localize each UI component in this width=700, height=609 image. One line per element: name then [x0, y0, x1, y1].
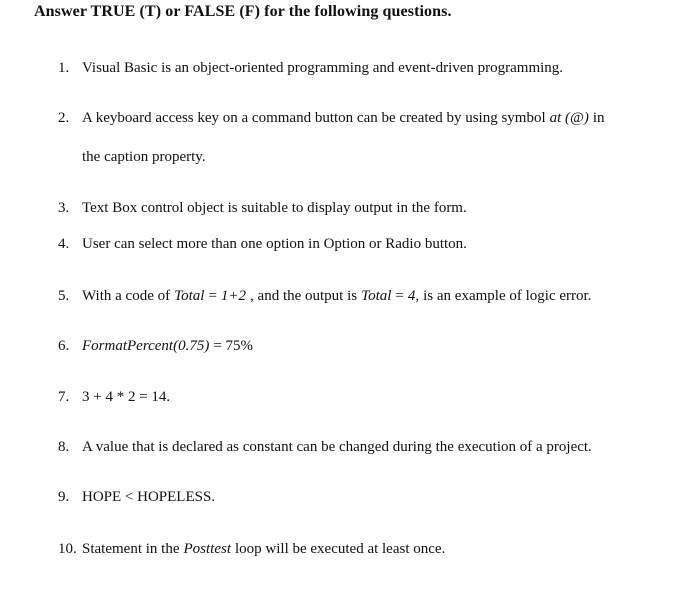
question-text: A value that is declared as constant can be changed during the execution of a project. — [82, 439, 592, 455]
question-7 — [58, 387, 170, 407]
question-number: 8. — [58, 439, 70, 455]
question-text: Visual Basic is an object-oriented programming and event-driven programming. — [82, 60, 564, 76]
at-symbol-text: at (@) — [549, 110, 589, 126]
question-number: 3. — [58, 200, 70, 216]
question-8 — [58, 437, 592, 457]
question-number: 4. — [58, 236, 70, 252]
question-9 — [58, 487, 215, 507]
question-text: User can select more than one option in Option or Radio button. — [82, 236, 467, 252]
question-text: With a code of — [82, 288, 171, 304]
code-total: Total — [361, 288, 392, 304]
question-text-end: is an example of logic error. — [423, 288, 592, 304]
question-number: 2. — [58, 110, 70, 126]
question-number: 9. — [58, 489, 70, 505]
question-2 — [58, 108, 605, 128]
question-1 — [58, 58, 563, 78]
question-2-continuation: the caption property. — [82, 149, 206, 165]
code-expression: 1+2 — [220, 288, 247, 304]
question-text: , and the output is — [250, 288, 358, 304]
question-10 — [58, 539, 445, 559]
code-keyword: Posttest — [183, 541, 231, 557]
question-text-end: loop will be executed at least once. — [234, 541, 446, 557]
question-text: 3 + 4 * 2 = 14. — [82, 389, 171, 405]
question-text: HOPE < HOPELESS. — [82, 489, 216, 505]
code-value: 4, — [407, 288, 420, 304]
question-3 — [58, 198, 467, 218]
question-4 — [58, 234, 467, 254]
code-function: FormatPercent(0.75) — [82, 338, 210, 354]
question-number: 5. — [58, 288, 70, 304]
equals-sign: = — [395, 288, 404, 304]
question-6 — [58, 336, 253, 356]
equals-sign: = — [208, 288, 217, 304]
question-text: Text Box control object is suitable to display output in the form. — [82, 200, 467, 216]
question-number: 7. — [58, 389, 70, 405]
question-text: = 75% — [213, 338, 254, 354]
code-total: Total — [174, 288, 205, 304]
question-text: A keyboard access key on a command button can be created by using symbol — [82, 110, 546, 126]
question-5 — [58, 286, 591, 306]
question-text-end: in — [592, 110, 605, 126]
instructions-heading: Answer TRUE (T) or FALSE (F) for the following questions. — [34, 3, 452, 20]
question-text: Statement in the — [82, 541, 180, 557]
question-number: 1. — [58, 60, 70, 76]
question-number: 6. — [58, 338, 70, 354]
question-number: 10. — [58, 541, 77, 557]
